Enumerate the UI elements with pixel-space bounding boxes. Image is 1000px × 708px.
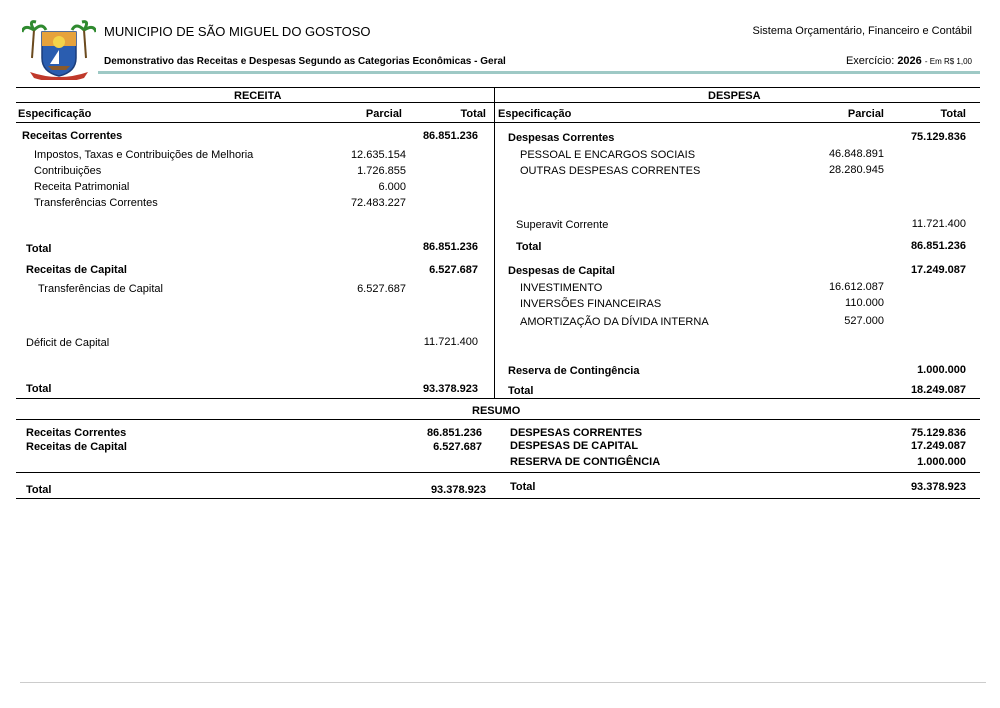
resumo-total-divider: [16, 472, 980, 473]
column-header-divider: [16, 102, 980, 103]
header-accent-line: [98, 71, 980, 74]
despesa-item-value: 28.280.945: [828, 164, 884, 176]
resumo-despesa-label: RESERVA DE CONTIGÊNCIA: [510, 456, 661, 468]
despesa-item-label: PESSOAL E ENCARGOS SOCIAIS: [520, 149, 696, 161]
receitas-capital-label: Receitas de Capital: [26, 264, 127, 276]
deficit-capital-value: 11.721.400: [423, 336, 478, 348]
receita-especificacao-header: Especificação: [18, 108, 92, 120]
receita-total-capital-label: Total: [26, 383, 52, 395]
despesa-total-capital-value: 18.249.087: [910, 384, 966, 396]
despesa-total-correntes-value: 86.851.236: [910, 240, 966, 252]
despesa-capital-item-label: INVERSÕES FINANCEIRAS: [520, 298, 662, 310]
table-top-border: [16, 87, 980, 88]
receita-item-label: Receita Patrimonial: [34, 181, 130, 193]
column-subheader-divider: [16, 122, 980, 123]
resumo-title: RESUMO: [472, 405, 521, 417]
despesa-total-correntes-label: Total: [516, 241, 542, 253]
despesa-capital-item-value: 527.000: [844, 315, 884, 327]
reserva-contingencia-value: 1.000.000: [917, 364, 966, 376]
despesa-especificacao-header: Especificação: [498, 108, 572, 120]
resumo-header-divider: [16, 419, 980, 420]
receita-item-label: Impostos, Taxas e Contribuições de Melhoria: [34, 149, 254, 161]
despesa-capital-item-label: INVESTIMENTO: [520, 282, 603, 294]
receita-total-correntes-label: Total: [26, 243, 52, 255]
receita-item-value: 6.000: [378, 181, 406, 193]
despesa-item-label: OUTRAS DESPESAS CORRENTES: [520, 165, 701, 177]
receita-total-capital-value: 93.378.923: [422, 383, 478, 395]
receitas-correntes-label: Receitas Correntes: [22, 130, 123, 142]
despesas-correntes-total: 75.129.836: [910, 131, 966, 143]
resumo-despesa-label: DESPESAS DE CAPITAL: [510, 440, 639, 452]
resumo-receita-total-label: Total: [26, 484, 52, 496]
receita-item-label: Contribuições: [34, 165, 102, 177]
receita-total-header: Total: [460, 108, 486, 120]
exercise-label: Exercício:: [845, 55, 895, 67]
resumo-despesa-total-label: Total: [510, 481, 536, 493]
currency-note: - Em R$ 1,00: [924, 57, 972, 66]
resumo-despesa-value: 75.129.836: [910, 427, 966, 439]
system-name: Sistema Orçamentário, Financeiro e Contábil: [752, 25, 972, 37]
municipality-name: MUNICIPIO DE SÃO MIGUEL DO GOSTOSO: [104, 24, 371, 39]
resumo-top-border: [16, 398, 980, 399]
report-subtitle: Demonstrativo das Receitas e Despesas Segundo as Categorias Econômicas - Geral: [104, 56, 506, 67]
despesa-item-value: 46.848.891: [828, 148, 884, 160]
despesa-capital-item-value: 16.612.087: [828, 281, 884, 293]
municipal-coat-of-arms-logo: [22, 18, 96, 80]
resumo-receita-value: 86.851.236: [426, 427, 482, 439]
deficit-capital-label: Déficit de Capital: [26, 337, 110, 349]
receita-item-value: 1.726.855: [357, 165, 406, 177]
despesa-capital-item-value: 110.000: [845, 297, 884, 309]
resumo-receita-label: Receitas Correntes: [26, 427, 127, 439]
despesas-capital-total: 17.249.087: [910, 264, 966, 276]
resumo-receita-label: Receitas de Capital: [26, 441, 127, 453]
receita-total-correntes-value: 86.851.236: [422, 241, 478, 253]
footer-line: [20, 682, 986, 683]
receita-header: RECEITA: [234, 90, 282, 102]
reserva-contingencia-label: Reserva de Contingência: [508, 365, 640, 377]
despesas-correntes-label: Despesas Correntes: [508, 132, 615, 144]
resumo-despesa-value: 1.000.000: [917, 456, 966, 468]
despesa-header: DESPESA: [708, 90, 761, 102]
receita-parcial-header: Parcial: [365, 108, 402, 120]
superavit-corrente-value: 11.721.400: [911, 218, 966, 230]
despesa-capital-item-label: AMORTIZAÇÃO DA DÍVIDA INTERNA: [520, 316, 709, 328]
despesa-total-header: Total: [940, 108, 966, 120]
receita-item-label: Transferências Correntes: [34, 197, 158, 209]
resumo-despesa-label: DESPESAS CORRENTES: [510, 427, 643, 439]
exercise-year: 2026: [897, 55, 922, 67]
despesas-capital-label: Despesas de Capital: [508, 265, 615, 277]
receita-capital-item-label: Transferências de Capital: [38, 283, 163, 295]
despesa-parcial-header: Parcial: [847, 108, 884, 120]
resumo-despesa-value: 17.249.087: [910, 440, 966, 452]
superavit-corrente-label: Superavit Corrente: [516, 219, 609, 231]
despesa-total-capital-label: Total: [508, 385, 534, 397]
receita-item-value: 12.635.154: [350, 149, 406, 161]
receitas-capital-total: 6.527.687: [429, 264, 478, 276]
resumo-bottom-border: [16, 498, 980, 499]
receitas-correntes-total: 86.851.236: [422, 130, 478, 142]
receita-item-value: 72.483.227: [350, 197, 406, 209]
receita-capital-item-value: 6.527.687: [357, 283, 406, 295]
resumo-receita-value: 6.527.687: [433, 441, 482, 453]
resumo-despesa-total-value: 93.378.923: [910, 481, 966, 493]
center-divider: [494, 87, 495, 398]
exercise-info: [846, 55, 972, 67]
resumo-receita-total-value: 93.378.923: [430, 484, 486, 496]
